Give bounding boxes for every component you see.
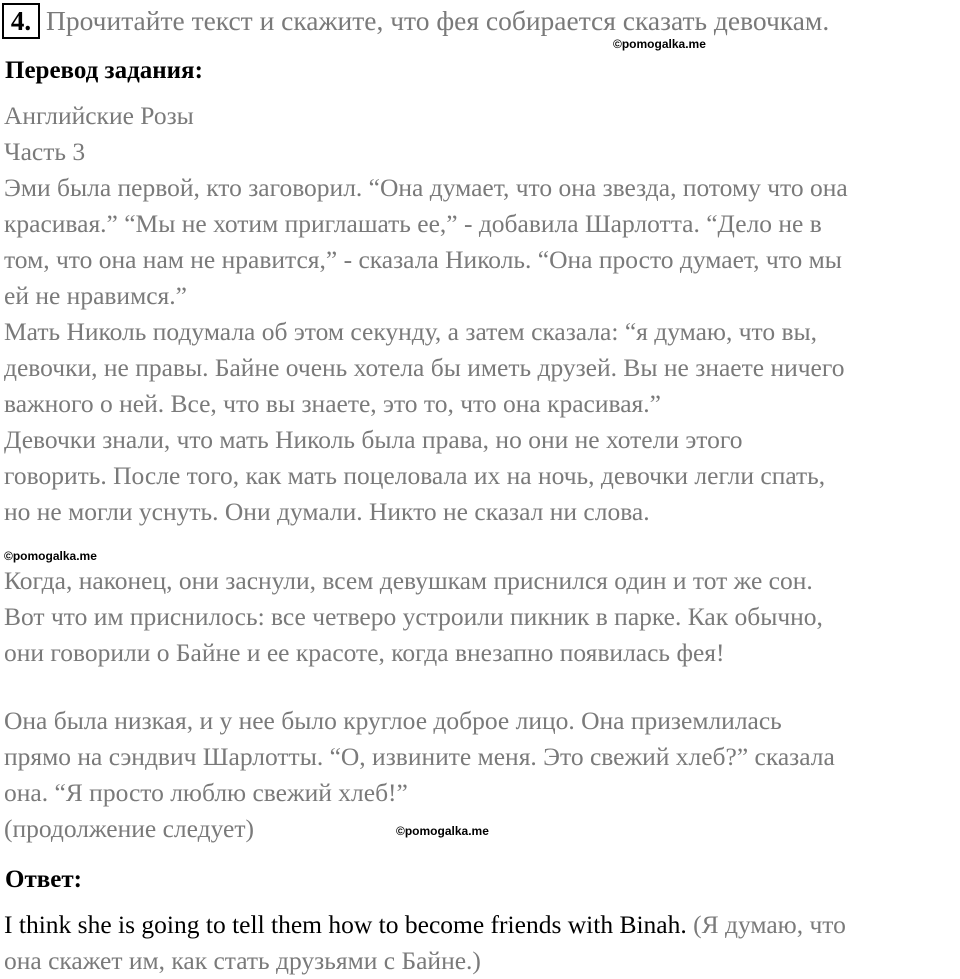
answer-line-1: [4, 910, 846, 940]
text-line: но не могли уснуть. Они думали. Никто не сказал ни слова.: [4, 497, 650, 526]
text-line: девочки, не правы. Байне очень хотела бы иметь друзей. Вы не знаете ничего: [4, 353, 845, 382]
watermark: ©pomogalka.me: [396, 824, 489, 838]
text-line: Эми была первой, кто заговорил. “Она думает, что она звезда, потому что она: [4, 173, 848, 202]
text-line: она. “Я просто люблю свежий хлеб!”: [4, 778, 408, 807]
text-line: важного о ней. Все, что вы знаете, это то, что она красивая.”: [4, 389, 661, 418]
answer-heading: Ответ:: [5, 866, 82, 893]
answer-russian-start: (Я думаю, что: [693, 910, 846, 939]
text-line: Девочки знали, что мать Николь была права, но они не хотели этого: [4, 425, 743, 454]
answer-english: I think she is going to tell them how to become friends with Binah.: [4, 910, 687, 939]
watermark: ©pomogalka.me: [4, 549, 97, 563]
text-line: Вот что им приснилось: все четверо устроили пикник в парке. Как обычно,: [4, 602, 823, 631]
answer-line-2: она скажет им, как стать друзьями с Байне.): [4, 946, 481, 975]
text-line: Часть 3: [4, 137, 86, 166]
watermark: ©pomogalka.me: [613, 37, 706, 51]
text-line: прямо на сэндвич Шарлотты. “О, извините меня. Это свежий хлеб?” сказала: [4, 742, 835, 771]
task-header: [2, 2, 829, 40]
text-line: красивая.” “Мы не хотим приглашать ее,” - добавила Шарлотта. “Дело не в: [4, 209, 822, 238]
text-line: ей не нравимся.”: [4, 281, 187, 310]
text-line: Английские Розы: [4, 101, 194, 130]
text-line: говорить. После того, как мать поцеловала их на ночь, девочки легли спать,: [4, 461, 826, 490]
task-instruction: Прочитайте текст и скажите, что фея собирается сказать девочкам.: [46, 5, 830, 36]
task-number: 4.: [2, 3, 40, 39]
translation-heading: Перевод задания:: [5, 57, 203, 84]
text-line: Когда, наконец, они заснули, всем девушкам приснился один и тот же сон.: [4, 566, 813, 595]
text-line: Она была низкая, и у нее было круглое доброе лицо. Она приземлилась: [4, 706, 782, 735]
text-line: (продолжение следует): [4, 814, 254, 843]
text-line: Мать Николь подумала об этом секунду, а затем сказала: “я думаю, что вы,: [4, 317, 818, 346]
text-line: они говорили о Байне и ее красоте, когда внезапно появилась фея!: [4, 638, 725, 667]
text-line: том, что она нам не нравится,” - сказала Николь. “Она просто думает, что мы: [4, 245, 842, 274]
